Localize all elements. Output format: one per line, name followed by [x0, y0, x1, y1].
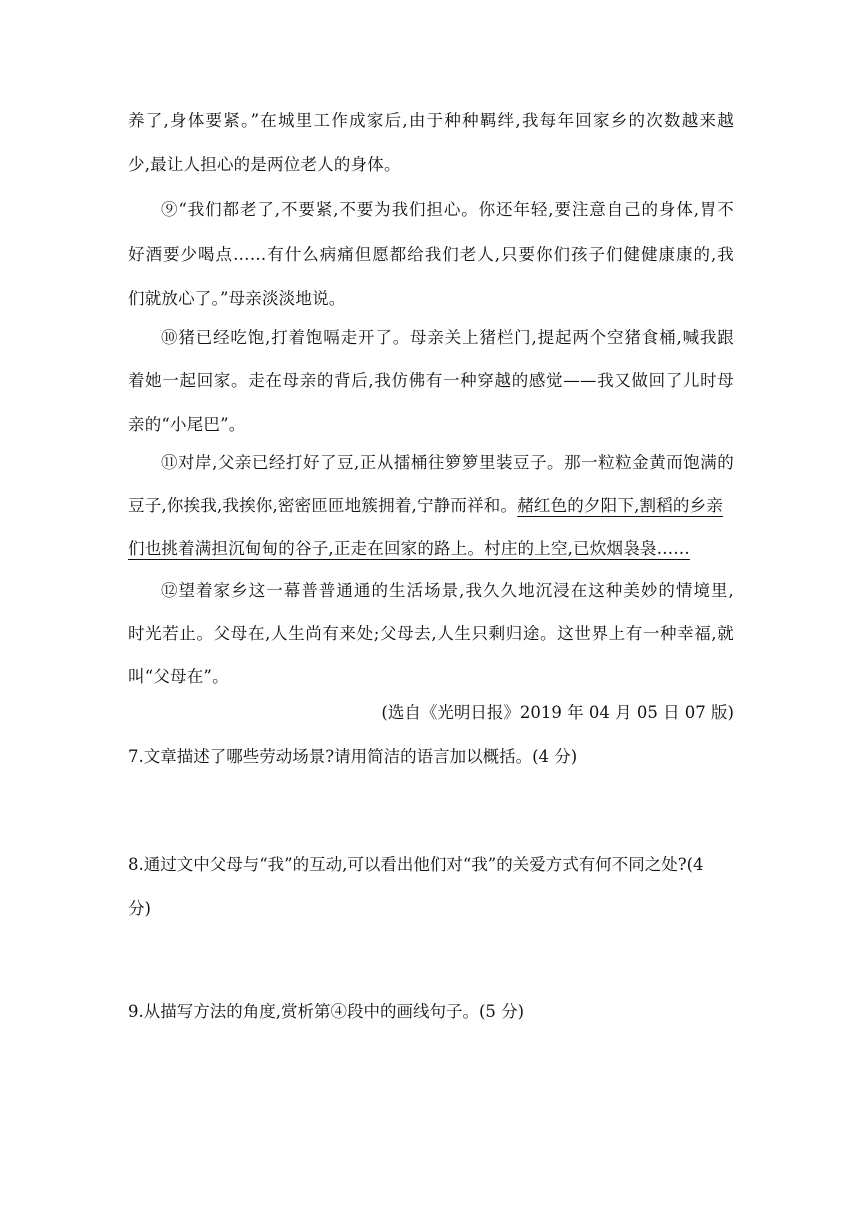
passage-line [128, 495, 734, 517]
passage-line: 养了,身体要紧。”在城里工作成家后,由于种种羁绊,我每年回家乡的次数越来越 [128, 111, 734, 130]
passage-line: 少,最让人担心的是两位老人的身体。 [128, 155, 401, 174]
underlined-sentence: 赭红色的夕阳下,割稻的乡亲 [517, 496, 724, 515]
plain-text: 豆子,你挨我,我挨你,密密匝匝地簇拥着,宁静而祥和。 [128, 496, 518, 515]
question-9: 9.从描写方法的角度,赏析第④段中的画线句子。(5 分) [128, 1002, 525, 1021]
question-7: 7.文章描述了哪些劳动场景?请用简洁的语言加以概括。(4 分) [128, 747, 578, 766]
source-citation: (选自《光明日报》2019 年 04 月 05 日 07 版) [381, 703, 734, 722]
paragraph-12-line: ⑫望着家乡这一幕普普通通的生活场景,我久久地沉浸在这种美妙的情境里, [161, 581, 734, 600]
passage-line: 时光若止。父母在,人生尚有来处;父母去,人生只剩归途。这世界上有一种幸福,就 [128, 624, 734, 643]
passage-line: 叫“父母在”。 [128, 667, 229, 686]
question-8-continued: 分) [128, 899, 151, 918]
paragraph-9-line: ⑨“我们都老了,不要紧,不要为我们担心。你还年轻,要注意自己的身体,胃不 [161, 200, 734, 219]
passage-line [128, 538, 734, 560]
underlined-sentence: 们也挑着满担沉甸甸的谷子,正走在回家的路上。村庄的上空,已炊烟袅袅…… [128, 539, 690, 558]
passage-line: 们就放心了。”母亲淡淡地说。 [128, 289, 346, 308]
paragraph-11-line: ⑪对岸,父亲已经打好了豆,正从擂桶往箩箩里装豆子。那一粒粒金黄而饱满的 [161, 453, 734, 472]
passage-line: 亲的“小尾巴”。 [128, 415, 246, 434]
passage-line: 着她一起回家。走在母亲的背后,我仿佛有一种穿越的感觉——我又做回了儿时母 [128, 371, 734, 390]
question-8: 8.通过文中父母与“我”的互动,可以看出他们对“我”的关爱方式有何不同之处?(4 [128, 855, 704, 874]
paragraph-10-line: ⑩猪已经吃饱,打着饱嗝走开了。母亲关上猪栏门,提起两个空猪食桶,喊我跟 [161, 328, 734, 347]
passage-line: 好酒要少喝点……有什么病痛但愿都给我们老人,只要你们孩子们健健康康的,我 [128, 245, 734, 264]
